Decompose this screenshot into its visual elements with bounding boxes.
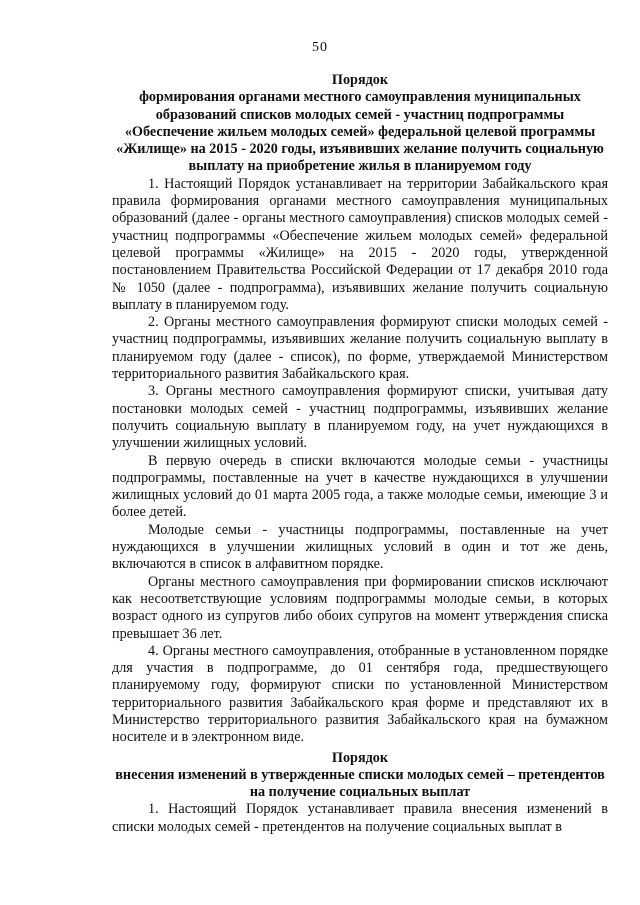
paragraph: Органы местного самоуправления при формировании списков исключают как несоответствующие условиям подпрограммы молодые семьи, в которых возраст одного из супругов либо обоих супругов на момент утверждения списка превышает 36 лет. bbox=[112, 573, 608, 642]
section1-subtitle: формирования органами местного самоуправления муниципальных образований списков молодых семей - участниц подпрограммы «Обеспечение жильем молодых семей» федеральной целевой программы «Жилище» на 2015 - 2020 годы, изъявивших желание получить социальную выплату на приобретение жилья в планируемом году bbox=[116, 89, 604, 175]
document-body bbox=[112, 72, 608, 836]
paragraph: 2. Органы местного самоуправления формируют списки молодых семей - участниц подпрограммы, изъявивших желание получить социальную выплату в планируемом году (далее - список), по форме, утверждаемой Министерством территориального развития Забайкальского края. bbox=[112, 314, 608, 383]
paragraph: 4. Органы местного самоуправления, отобранные в установленном порядке для участия в подпрограмме, до 01 сентября года, предшествующего планируемому году, формируют списки по установленной Министерством территориального развития Забайкальского края форме и представляют их в Министерство территориального развития Забайкальского края на бумажном носителе и в электронном виде. bbox=[112, 642, 608, 746]
paragraph: 1. Настоящий Порядок устанавливает на территории Забайкальского края правила формирования органами местного самоуправления муниципальных образований (далее - органы местного самоуправления) списков молодых семей - участниц подпрограммы «Обеспечение жильем молодых семей» федеральной целевой программы «Жилище» на 2015 - 2020 годы, утвержденной постановлением Правительства Российской Федерации от 17 декабря 2010 года № 1050 (далее - подпрограмма), изъявивших желание получить социальную выплату в планируемом году. bbox=[112, 175, 608, 313]
page-number: 50 bbox=[312, 40, 328, 55]
paragraph: В первую очередь в списки включаются молодые семьи - участницы подпрограммы, поставленные на учет в качестве нуждающихся в улучшении жилищных условий до 01 марта 2005 года, а также молодые семьи, имеющие 3 и более детей. bbox=[112, 452, 608, 521]
paragraph: Молодые семьи - участницы подпрограммы, поставленные на учет нуждающихся в улучшении жилищных условий в один и тот же день, включаются в список в алфавитном порядке. bbox=[112, 521, 608, 573]
section2-subtitle: внесения изменений в утвержденные списки молодых семей – претендентов на получение социальных выплат bbox=[115, 766, 605, 801]
section2-title: Порядок bbox=[331, 749, 389, 766]
section1-title: Порядок bbox=[331, 72, 389, 88]
paragraph: 3. Органы местного самоуправления формируют списки, учитывая дату постановки молодых семей - участниц подпрограммы, изъявивших желание получить социальную выплату в планируемом году, на учет нуждающихся в улучшении жилищных условий. bbox=[112, 383, 608, 452]
paragraph: 1. Настоящий Порядок устанавливает правила внесения изменений в списки молодых семей - претендентов на получение социальных выплат в bbox=[112, 801, 608, 835]
